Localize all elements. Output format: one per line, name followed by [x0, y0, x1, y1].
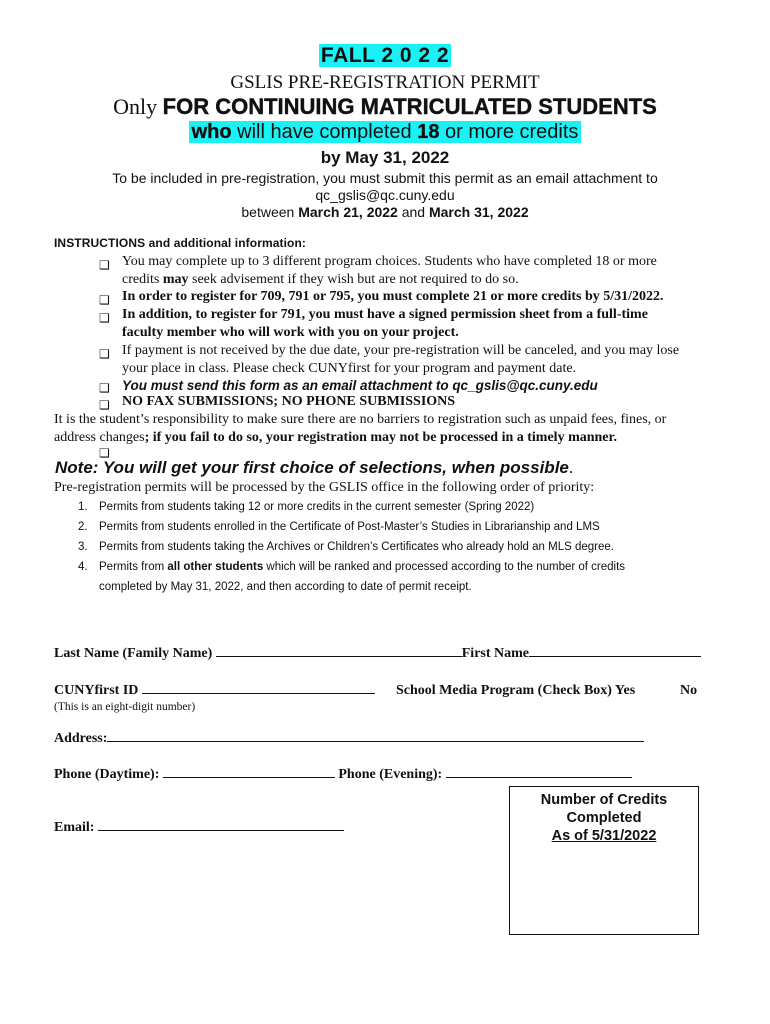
note-heading: Note: You will get your first choice of selections, when possible.: [55, 458, 574, 477]
phone-day-line[interactable]: [163, 776, 335, 778]
submission-email: qc_gslis@qc.cuny.edu: [315, 187, 455, 203]
responsibility-text: It is the student’s responsibility to make sure there are no barriers to registration such as unpaid fees, fines, or address changes; if you fail to do so, your registration may not be processed in a timely manner.: [54, 412, 667, 445]
last-name-label: Last Name (Family Name): [54, 646, 213, 661]
phone-evening-label: Phone (Evening):: [338, 767, 443, 782]
permit-title: GSLIS PRE-REGISTRATION PERMIT: [230, 72, 540, 93]
credits-box-subtitle: Completed: [566, 810, 642, 826]
cunyfirst-id-field[interactable]: [54, 683, 375, 699]
phone-evening-line[interactable]: [446, 776, 632, 778]
intro-text: To be included in pre-registration, you must submit this permit as an email attachment to: [112, 170, 658, 186]
first-name-label: First Name: [461, 646, 530, 661]
email-line[interactable]: [98, 829, 344, 831]
email-label: Email:: [54, 820, 95, 835]
instruction-4: If payment is not received by the due date, your pre-registration will be canceled, and you may lose your place in class. Please check CUNYfirst for your program and payment date.: [122, 343, 680, 376]
instruction-5: You must send this form as an email attachment to qc_gslis@qc.cuny.edu: [122, 378, 598, 393]
last-name-field[interactable]: [54, 646, 701, 662]
address-line[interactable]: [107, 740, 644, 742]
instruction-1: You may complete up to 3 different program choices. Students who have completed 18 or more credits may seek advisement if they wish but are not required to do so.: [122, 254, 657, 287]
cunyfirst-id-label: CUNYfirst ID: [54, 683, 139, 698]
semester-title: FALL 2 0 2 2: [320, 44, 450, 67]
instruction-6: NO FAX SUBMISSIONS; NO PHONE SUBMISSIONS: [122, 394, 456, 409]
submission-window: between March 21, 2022 and March 31, 2022: [241, 204, 529, 220]
credits-box-date: As of 5/31/2022: [551, 828, 657, 844]
bullet-icon: ❑: [99, 293, 110, 307]
instruction-2: In order to register for 709, 791 or 795, you must complete 21 or more credits by 5/31/2022.: [122, 289, 664, 304]
phone-fields[interactable]: [54, 767, 632, 783]
bullet-icon: ❑: [99, 381, 110, 395]
first-name-line[interactable]: [529, 655, 701, 657]
phone-day-label: Phone (Daytime):: [54, 767, 160, 782]
bullet-icon: ❑: [99, 258, 110, 272]
deadline-date: by May 31, 2022: [320, 148, 450, 167]
address-field[interactable]: [54, 731, 644, 747]
credits-requirement: who will have completed 18 or more credits: [0, 121, 770, 144]
list-item: 4. Permits from all other students which will be ranked and processed according to the number of credits completed by May 31, 2022, and then according to date of permit receipt.: [78, 561, 626, 593]
cunyfirst-id-line[interactable]: [142, 692, 375, 694]
priority-intro: Pre-registration permits will be processed by the GSLIS office in the following order of priority:: [54, 480, 595, 495]
bullet-icon: ❑: [99, 446, 110, 460]
credits-completed-box[interactable]: [509, 786, 699, 935]
cunyfirst-id-note: (This is an eight-digit number): [54, 701, 196, 713]
credits-box-title: Number of Credits: [540, 792, 668, 808]
bullet-icon: ❑: [99, 311, 110, 325]
instruction-3: In addition, to register for 791, you must have a signed permission sheet from a full-time faculty member who will work with you on your project.: [122, 307, 648, 340]
email-field[interactable]: [54, 820, 344, 836]
school-media-yes[interactable]: School Media Program (Check Box) Yes: [396, 683, 636, 698]
audience-title: Only FOR CONTINUING MATRICULATED STUDENTS: [113, 94, 657, 119]
last-name-line[interactable]: [216, 655, 462, 657]
instructions-heading: INSTRUCTIONS and additional information:: [54, 236, 306, 250]
school-media-no[interactable]: No: [680, 683, 698, 698]
bullet-icon: ❑: [99, 347, 110, 361]
address-label: Address:: [54, 731, 108, 746]
bullet-icon: ❑: [99, 398, 110, 412]
